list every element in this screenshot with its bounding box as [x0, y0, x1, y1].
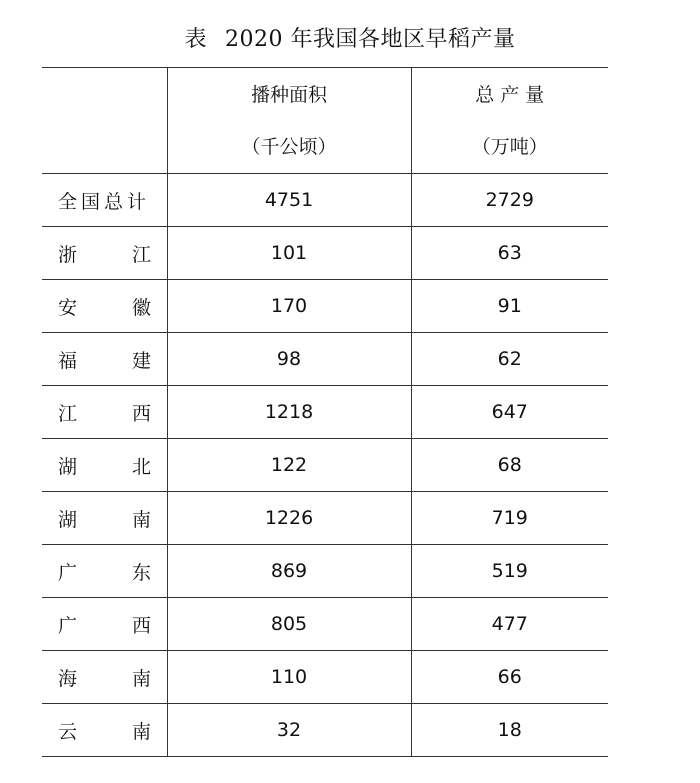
area-cell: 1218 — [167, 386, 411, 439]
region-name-part: 徽 — [131, 296, 151, 319]
region-name-part: 全国总计 — [58, 190, 151, 213]
header-region — [42, 68, 167, 174]
table-row — [42, 492, 608, 545]
region-name-part: 北 — [131, 455, 151, 478]
header-output-unit: （万吨） — [471, 135, 548, 158]
region-cell — [42, 704, 167, 757]
region-name — [58, 452, 151, 479]
region-name-part: 南 — [131, 667, 151, 690]
region-name-part: 南 — [131, 508, 151, 531]
area-cell: 101 — [167, 227, 411, 280]
area-cell: 805 — [167, 598, 411, 651]
area-cell: 122 — [167, 439, 411, 492]
output-cell: 91 — [411, 280, 608, 333]
region-name-part: 云 — [58, 720, 78, 743]
region-name — [58, 505, 151, 532]
area-cell: 869 — [167, 545, 411, 598]
output-cell: 2729 — [411, 174, 608, 227]
header-row — [42, 68, 608, 174]
region-name — [58, 293, 151, 320]
region-name — [58, 187, 151, 214]
region-cell — [42, 280, 167, 333]
table-row — [42, 545, 608, 598]
region-name-part: 浙 — [58, 243, 78, 266]
region-name-part: 东 — [131, 561, 151, 584]
region-cell — [42, 386, 167, 439]
area-cell: 4751 — [167, 174, 411, 227]
region-name — [58, 558, 151, 585]
output-cell: 477 — [411, 598, 608, 651]
region-name-part: 西 — [131, 614, 151, 637]
area-cell: 110 — [167, 651, 411, 704]
output-cell: 719 — [411, 492, 608, 545]
region-name — [58, 240, 151, 267]
table-row — [42, 227, 608, 280]
region-name-part: 南 — [131, 720, 151, 743]
region-name-part: 江 — [131, 243, 151, 266]
table-title-text: 2020 年我国各地区早稻产量 — [225, 27, 516, 52]
output-cell: 62 — [411, 333, 608, 386]
header-area-unit: （千公顷） — [241, 135, 337, 158]
region-name-part: 海 — [58, 667, 78, 690]
table-title-prefix: 表 — [184, 27, 208, 52]
rice-output-table — [42, 67, 608, 757]
table-row — [42, 651, 608, 704]
table-row — [42, 174, 608, 227]
region-name — [58, 717, 151, 744]
table-row — [42, 280, 608, 333]
area-cell: 1226 — [167, 492, 411, 545]
region-cell — [42, 174, 167, 227]
output-cell: 68 — [411, 439, 608, 492]
region-cell — [42, 545, 167, 598]
output-cell: 66 — [411, 651, 608, 704]
region-cell — [42, 598, 167, 651]
region-name — [58, 399, 151, 426]
output-cell: 18 — [411, 704, 608, 757]
region-name-part: 安 — [58, 296, 78, 319]
area-cell: 98 — [167, 333, 411, 386]
region-name-part: 湖 — [58, 455, 78, 478]
region-cell — [42, 227, 167, 280]
table-row — [42, 598, 608, 651]
region-name-part: 江 — [58, 402, 78, 425]
region-name-part: 福 — [58, 349, 78, 372]
header-area — [167, 68, 411, 174]
table-row — [42, 333, 608, 386]
region-name — [58, 611, 151, 638]
region-name — [58, 664, 151, 691]
region-name — [58, 346, 151, 373]
region-name-part: 西 — [131, 402, 151, 425]
region-name-part: 广 — [58, 561, 78, 584]
output-cell: 647 — [411, 386, 608, 439]
region-cell — [42, 439, 167, 492]
region-name-part: 湖 — [58, 508, 78, 531]
region-cell — [42, 333, 167, 386]
output-cell: 519 — [411, 545, 608, 598]
table-row — [42, 439, 608, 492]
output-cell: 63 — [411, 227, 608, 280]
table-row — [42, 386, 608, 439]
region-cell — [42, 492, 167, 545]
region-name-part: 建 — [131, 349, 151, 372]
header-output — [411, 68, 608, 174]
area-cell: 32 — [167, 704, 411, 757]
table-row — [42, 704, 608, 757]
region-cell — [42, 651, 167, 704]
region-name-part: 广 — [58, 614, 78, 637]
header-output-label: 总 产 量 — [475, 83, 545, 106]
table-title — [0, 22, 700, 53]
header-area-label: 播种面积 — [250, 83, 327, 106]
area-cell: 170 — [167, 280, 411, 333]
